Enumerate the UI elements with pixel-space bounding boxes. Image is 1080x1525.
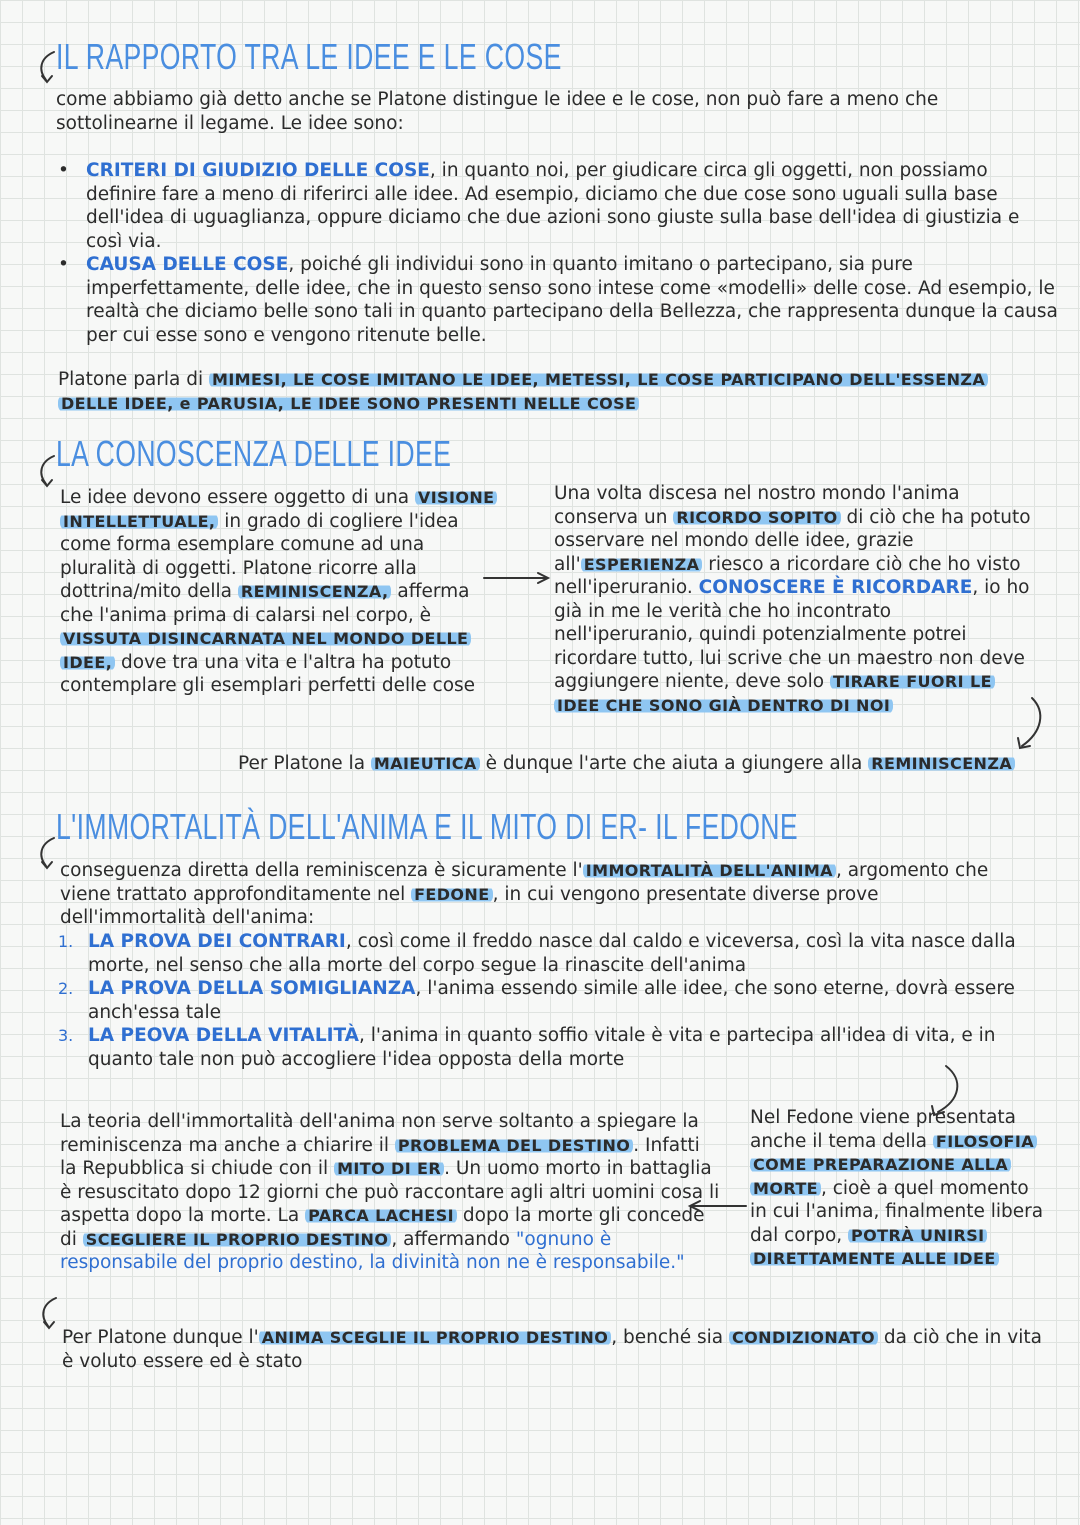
list-item (58, 1024, 1028, 1071)
text-run: conseguenza diretta della reminiscenza è sicuramente l' (60, 860, 583, 881)
text-run: , affermando (391, 1228, 516, 1250)
list-item: • CRITERI DI GIUDIZIO DELLE COSE, in quanto noi, per giudicare circa gli oggetti, non possiamo definire fare a meno di riferirci alle idee. Ad esempio, diciamo che due cose sono uguali sulla base dell'idea di uguaglianza, oppure diciamo che due azioni sono giuste sulla base dell'idea di giustizia e così via. (58, 160, 1020, 252)
proof-label: LA PEOVA DELLA VITALITÀ (88, 1025, 359, 1046)
highlight-reminiscenza: REMINISCENZA, (238, 582, 392, 601)
text-run: dopo la morte gli concede di (60, 1205, 705, 1250)
proof-label: LA PROVA DEI CONTRARI (88, 931, 346, 952)
text-run: riesco a ricordare ciò che ho visto nell'iperuranio. (554, 553, 1021, 598)
conoscere-ricordare: CONOSCERE È RICORDARE (698, 577, 973, 598)
highlight-reminiscenza-2: REMINISCENZA (868, 754, 1015, 773)
text-run: Per Platone la (238, 753, 371, 774)
list-item: • CAUSA DELLE COSE, poiché gli individui sono in quanto imitano o partecipano, sia pure imperfettamente, delle idee, che in questo senso sono intese come «modelli» delle cose. Ad esempio, le realtà che diciamo belle sono tali in quanto partecipano della Bellezza, che rappresenta dunque la causa per cui esse sono e vengono ritenute belle. (58, 254, 1058, 346)
highlight-mito-er: MITO DI ER (334, 1159, 444, 1178)
proof-number: 1. (58, 932, 74, 951)
text-run: , io ho già in me le verità che ho incontrato nell'iperuranio, quindi potenzialmente potrei ricordare tutto, lui scrive che un maestro non deve aggiungere niente, deve solo (554, 577, 1030, 692)
highlight-parca-lachesi: PARCA LACHESI (305, 1206, 457, 1225)
platone-paragraph (58, 368, 998, 415)
highlight-esperienza: ESPERIENZA (581, 555, 703, 574)
hook-arrow-icon (42, 862, 52, 868)
immortalita-intro (60, 859, 1030, 930)
proof-text: , l'anima essendo simile alle idee, che sono eterne, dovrà essere anch'essa tale (88, 978, 1015, 1023)
text-run: è dunque l'arte che aiuta a giungere alla (479, 753, 869, 774)
text-run: Una volta discesa nel nostro mondo l'anima conserva un (554, 483, 960, 528)
text-run: Le idee devono essere oggetto di una (60, 487, 415, 508)
text-run: di ciò che ha potuto osservare nel mondo delle idee, grazie all' (554, 506, 1031, 575)
bullet-text: , in quanto noi, per giudicare circa gli oggetti, non possiamo definire fare a meno di riferirci alle idee. Ad esempio, diciamo che due cose sono uguali sulla base dell'idea di uguaglianza, oppure diciamo che due azioni sono giuste sulla base dell'idea di giustizia e così via. (86, 160, 1020, 252)
highlight-anima-sceglie: ANIMA SCEGLIE IL PROPRIO DESTINO (259, 1328, 612, 1347)
conoscenza-right-paragraph (554, 482, 1032, 717)
section-title-conoscenza: LA CONOSCENZA DELLE IDEE (56, 433, 452, 474)
bullet-label: CAUSA DELLE COSE (86, 254, 289, 275)
proof-text: , così come il freddo nasce dal caldo e viceversa, così la vita nasce dalla morte, nel senso che alla morte del corpo segue la rinascite dell'anima (88, 931, 1016, 976)
text-run: dove tra una vita e l'altra ha potuto contemplare gli esemplari perfetti delle cose (60, 651, 476, 696)
list-item (58, 930, 1028, 977)
hook-arrow-icon (43, 1298, 56, 1326)
text-run: , cioè a quel momento in cui l'anima, finalmente libera dal corpo, (750, 1177, 1044, 1246)
curve-arrow-icon (1018, 738, 1030, 748)
highlight-vissuta: VISSUTA DISINCARNATA NEL MONDO DELLE IDEE, (60, 629, 471, 672)
text-run: . Infatti la Repubblica si chiude con il (60, 1134, 700, 1179)
platone-prefix: Platone parla di (58, 369, 209, 390)
highlight-immortalita: IMMORTALITÀ DELL'ANIMA (583, 861, 836, 880)
highlight-fedone: FEDONE (411, 885, 492, 904)
text-run: . Un uomo morto in battaglia è resuscitato dopo 12 giorni che può raccontare agli altri uomini cosa li aspetta dopo la morte. La (60, 1158, 720, 1226)
text-run: , argomento che viene trattato approfonditamente nel (60, 860, 989, 905)
hook-arrow-icon (41, 838, 54, 866)
highlight-maieutica: MAIEUTICA (371, 754, 480, 773)
hook-arrow-icon (41, 456, 54, 484)
text-run: Per Platone dunque l' (62, 1327, 259, 1348)
proof-label: LA PROVA DELLA SOMIGLIANZA (88, 978, 416, 999)
hook-arrow-icon (42, 480, 52, 486)
highlight-problema-destino: PROBLEMA DEL DESTINO (395, 1136, 633, 1155)
highlight-visione: VISIONE INTELLETTUALE, (60, 488, 497, 531)
right-arrow-icon (538, 573, 548, 583)
proof-text: , l'anima in quanto soffio vitale è vita e partecipa all'idea di vita, e in quanto tale non può accogliere l'idea opposta della morte (88, 1025, 996, 1070)
maieutica-paragraph (238, 752, 1058, 776)
section-title-rapporto: IL RAPPORTO TRA LE IDEE E LE COSE (56, 36, 562, 77)
proof-number: 2. (58, 979, 74, 998)
destino-left-paragraph (60, 1110, 720, 1275)
conclusion-paragraph (62, 1326, 1052, 1373)
quote-responsabile: "ognuno è responsabile del proprio destino, la divinità non ne è responsabile." (60, 1228, 685, 1273)
highlight-scegliere-destino: SCEGLIERE IL PROPRIO DESTINO (83, 1230, 392, 1249)
highlight-tirare-fuori: TIRARE FUORI LE IDEE CHE SONO GIÀ DENTRO DI NOI (554, 672, 995, 715)
section1-bullet-list (58, 159, 1058, 347)
text-run: da ciò che in vita è voluto essere ed è stato (62, 1327, 1042, 1372)
bullet-text: , poiché gli individui sono in quanto imitano o partecipano, sia pure imperfettamente, delle idee, che in questo senso sono intese come «modelli» delle cose. Ad esempio, le realtà che diciamo belle sono tali in quanto partecipano della Bellezza, che rappresenta dunque la causa per cui esse sono e vengono ritenute belle. (86, 254, 1058, 346)
text-run: afferma che l'anima prima di calarsi nel corpo, è (60, 581, 470, 626)
conoscenza-left-paragraph (60, 486, 500, 698)
list-item (58, 977, 1028, 1024)
hook-arrow-icon (42, 76, 52, 82)
text-run: , in cui vengono presentate diverse prove dell'immortalità dell'anima: (60, 883, 879, 928)
highlight-unirsi-idee: POTRÀ UNIRSI DIRETTAMENTE ALLE IDEE (750, 1226, 999, 1269)
proof-number: 3. (58, 1026, 74, 1045)
highlight-ricordo: RICORDO SOPITO (673, 508, 840, 527)
section-title-immortalita: L'IMMORTALITÀ DELL'ANIMA E IL MITO DI ER- IL FEDONE (56, 806, 799, 847)
highlight-condizionato: CONDIZIONATO (729, 1328, 878, 1347)
bullet-label: CRITERI DI GIUDIZIO DELLE COSE (86, 160, 430, 181)
highlight-filosofia-morte: FILOSOFIA COME PREPARAZIONE ALLA MORTE (750, 1132, 1037, 1198)
hook-arrow-icon (44, 1322, 54, 1328)
text-run: in grado di cogliere l'idea come forma esemplare comune ad una pluralità di oggetti. Platone ricorre alla dottrina/mito della (60, 510, 459, 602)
highlight-mimesi: MIMESI, LE COSE IMITANO LE IDEE, METESSI, LE COSE PARTICIPANO DELL'ESSENZA DELLE IDEE, e PARUSIA, LE IDEE SONO PRESENTI NELLE COSE (58, 370, 988, 413)
section1-intro: come abbiamo già detto anche se Platone distingue le idee e le cose, non può fare a meno che sottolinearne il legame. Le idee sono: (56, 89, 939, 134)
proofs-list (58, 930, 1028, 1071)
text-run: La teoria dell'immortalità dell'anima non serve soltanto a spiegare la reminiscenza ma anche a chiarire il (60, 1111, 699, 1156)
text-run: Nel Fedone viene presentata anche il tema della (750, 1107, 1017, 1152)
text-run: , benché sia (611, 1327, 730, 1348)
filosofia-right-paragraph (750, 1106, 1050, 1271)
hook-arrow-icon (41, 52, 54, 80)
